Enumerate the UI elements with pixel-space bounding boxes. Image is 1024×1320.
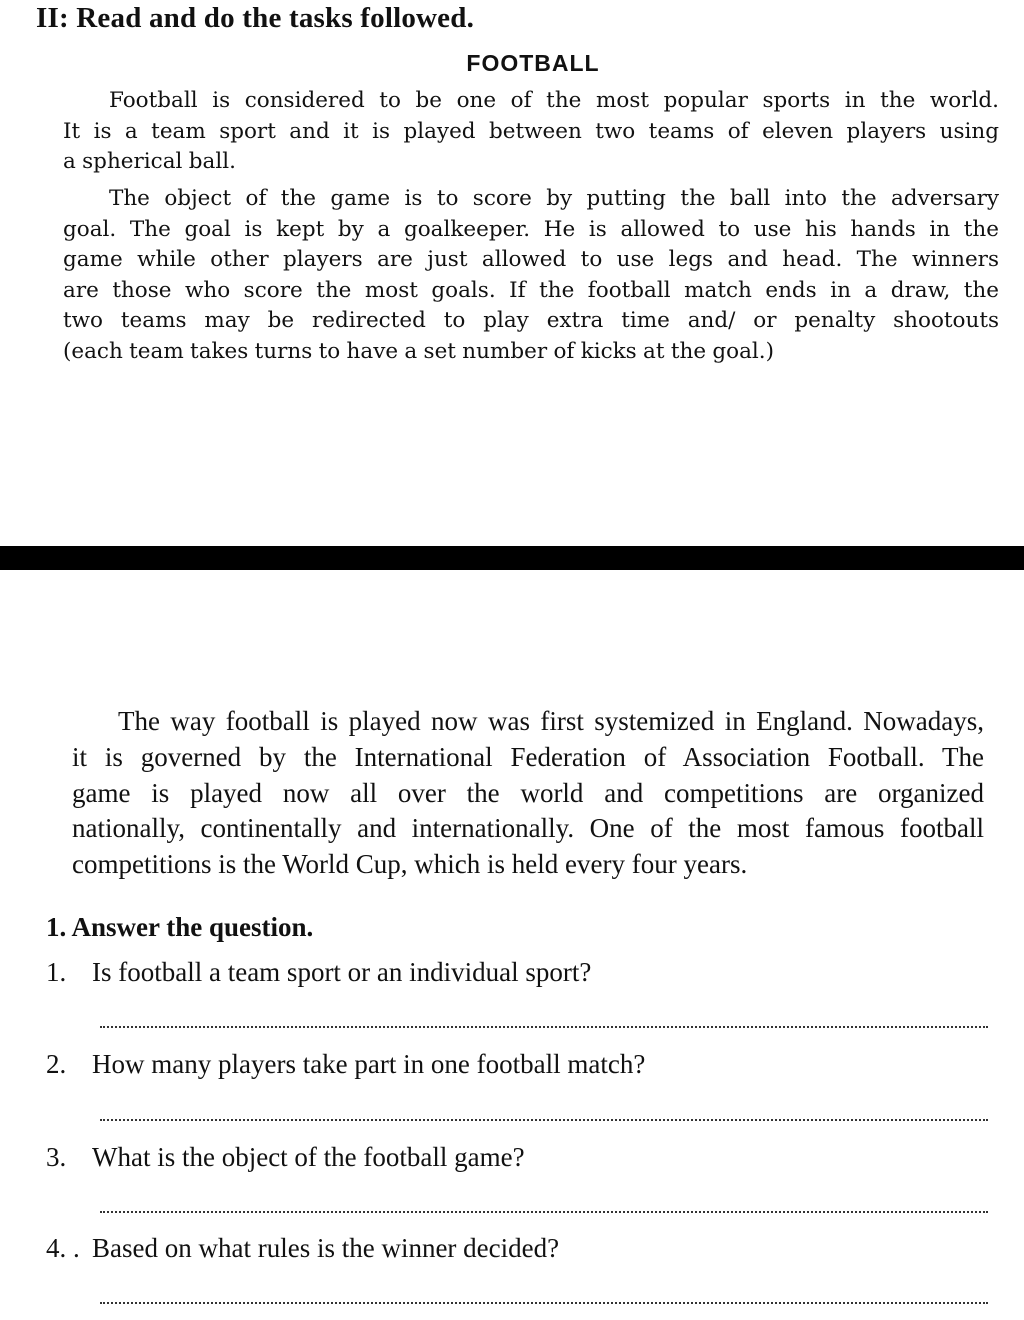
answer-field[interactable]: [100, 1026, 988, 1028]
question-number: 1.: [46, 957, 67, 987]
paragraph-line: are those who score the most goals. If the football match ends in a draw, the: [63, 277, 999, 303]
question-number: 3.: [46, 1142, 67, 1172]
paragraph-line: game is played now all over the world and competitions are organized: [72, 777, 984, 808]
section-heading: II: Read and do the tasks followed.: [36, 2, 475, 34]
question-text: How many players take part in one football match?: [92, 1049, 646, 1079]
paragraph-line: competitions is the World Cup, which is held every four years.: [72, 849, 748, 880]
question-text: Based on what rules is the winner decided?: [92, 1233, 560, 1263]
question-item: [46, 1049, 645, 1080]
paragraph-line: Football is considered to be one of the most popular sports in the world.: [109, 88, 999, 113]
paragraph-line: The object of the game is to score by putting the ball into the adversary: [109, 186, 999, 211]
question-item: [46, 1142, 525, 1173]
task-title: 1. Answer the question.: [46, 912, 314, 942]
question-number: 2.: [46, 1049, 67, 1079]
answer-field[interactable]: [100, 1302, 988, 1304]
paragraph-line: game while other players are just allowed to use legs and head. The winners: [63, 247, 999, 273]
paragraph-history: [72, 704, 984, 883]
question-item: [46, 1233, 559, 1264]
question-item: [46, 957, 591, 988]
paragraph-object: [63, 184, 999, 368]
paragraph-line: The way football is played now was first systemized in England. Nowadays,: [118, 706, 984, 736]
question-text: What is the object of the football game?: [92, 1142, 525, 1172]
paragraph-line: goal. The goal is kept by a goalkeeper. He is allowed to use his hands in the: [63, 216, 999, 242]
paragraph-line: a spherical ball.: [63, 149, 236, 175]
question-text: Is football a team sport or an individual sport?: [92, 957, 592, 987]
paragraph-line: nationally, continentally and internationally. One of the most famous football: [72, 813, 984, 844]
passage-title: FOOTBALL: [466, 50, 600, 76]
paragraph-line: it is governed by the International Federation of Association Football. The: [72, 741, 984, 772]
paragraph-line: It is a team sport and it is played between two teams of eleven players using: [63, 118, 999, 144]
paragraph-line: two teams may be redirected to play extra time and/ or penalty shootouts: [63, 308, 999, 334]
paragraph-line: (each team takes turns to have a set number of kicks at the goal.): [63, 338, 774, 364]
black-divider-bar: [0, 546, 1024, 570]
question-number: 4. .: [46, 1233, 80, 1263]
answer-field[interactable]: [100, 1119, 988, 1121]
paragraph-intro: [63, 86, 999, 178]
answer-field[interactable]: [100, 1211, 988, 1213]
